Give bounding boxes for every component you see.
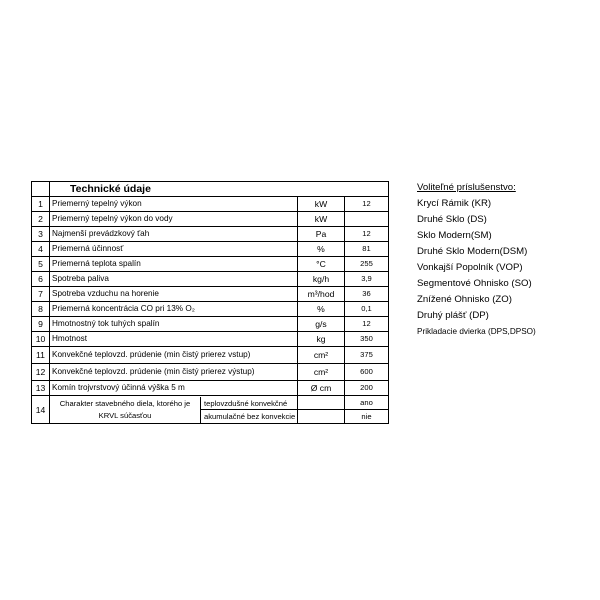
row-number: 3 xyxy=(32,227,50,242)
row-unit: kW xyxy=(298,212,345,227)
row-unit: % xyxy=(298,302,345,317)
row-number: 1 xyxy=(32,197,50,212)
table-row xyxy=(32,242,389,257)
row-value: nie xyxy=(345,410,389,424)
row-number: 4 xyxy=(32,242,50,257)
row-label: Priemerná účinnosť xyxy=(50,242,298,257)
row-value: 200 xyxy=(345,381,389,396)
row-value: 0,1 xyxy=(345,302,389,317)
row-value: 3,9 xyxy=(345,272,389,287)
row-unit: °C xyxy=(298,257,345,272)
table-row xyxy=(32,347,389,364)
table-row xyxy=(32,287,389,302)
table-row xyxy=(32,332,389,347)
row-value: 12 xyxy=(345,317,389,332)
row-unit xyxy=(298,410,345,424)
row-unit: Ø cm xyxy=(298,381,345,396)
row-unit xyxy=(298,396,345,410)
row-label: Komín trojvrstvový účinná výška 5 m xyxy=(50,381,298,396)
row-unit: kg/h xyxy=(298,272,345,287)
row-number: 12 xyxy=(32,364,50,381)
accessory-item: Druhé Sklo Modern(DSM) xyxy=(417,246,528,257)
accessory-item: Krycí Rámik (KR) xyxy=(417,198,492,209)
accessories-heading: Voliteľné príslušenstvo: xyxy=(417,182,516,193)
row-value: 36 xyxy=(345,287,389,302)
table-row xyxy=(32,197,389,212)
table-row xyxy=(32,272,389,287)
row-unit: cm² xyxy=(298,347,345,364)
accessory-item: Druhé Sklo (DS) xyxy=(417,214,487,225)
table-row xyxy=(32,302,389,317)
row-value: 81 xyxy=(345,242,389,257)
row-label: Konvekčné teplovzd. prúdenie (min čistý prierez výstup) xyxy=(50,364,298,381)
row-label: Spotreba vzduchu na horenie xyxy=(50,287,298,302)
table-corner-cell xyxy=(32,182,50,197)
row-unit: kg xyxy=(298,332,345,347)
row-value: 375 xyxy=(345,347,389,364)
row-label: Hmotnost xyxy=(50,332,298,347)
row-value: 12 xyxy=(345,197,389,212)
row-value: ano xyxy=(345,396,389,410)
row-number: 5 xyxy=(32,257,50,272)
accessory-item: Prikladacie dvierka (DPS,DPSO) xyxy=(417,327,536,336)
row-value: 12 xyxy=(345,227,389,242)
row-number: 8 xyxy=(32,302,50,317)
row-label: Hmotnostný tok tuhých spalín xyxy=(50,317,298,332)
table-row-14 xyxy=(32,396,389,410)
table-row xyxy=(32,381,389,396)
row-unit: cm² xyxy=(298,364,345,381)
row-number: 11 xyxy=(32,347,50,364)
row-unit: g/s xyxy=(298,317,345,332)
table-title-row xyxy=(32,182,389,197)
row-number: 9 xyxy=(32,317,50,332)
accessory-item: Sklo Modern(SM) xyxy=(417,230,492,241)
row-value: 255 xyxy=(345,257,389,272)
character-label: Charakter stavebného diela, ktorého je KRVL súčasťou xyxy=(50,397,201,423)
row-label: Priemerná teplota spalín xyxy=(50,257,298,272)
table-row xyxy=(32,227,389,242)
accessory-item: Segmentové Ohnisko (SO) xyxy=(417,278,532,289)
table-row xyxy=(32,212,389,227)
row-unit: m³/hod xyxy=(298,287,345,302)
row-label: Priemerný tepelný výkon xyxy=(50,197,298,212)
accessory-item: Znížené Ohnisko (ZO) xyxy=(417,294,512,305)
row-value: 600 xyxy=(345,364,389,381)
row-unit: % xyxy=(298,242,345,257)
row-label: Spotreba paliva xyxy=(50,272,298,287)
row-value xyxy=(345,212,389,227)
row-unit: kW xyxy=(298,197,345,212)
accessory-item: Vonkajší Popolník (VOP) xyxy=(417,262,523,273)
optional-accessories xyxy=(417,180,597,340)
row-number: 7 xyxy=(32,287,50,302)
technical-data-table xyxy=(31,181,389,424)
row-value: 350 xyxy=(345,332,389,347)
row-label: Priemerný tepelný výkon do vody xyxy=(50,212,298,227)
row-number: 13 xyxy=(32,381,50,396)
table-title: Technické údaje xyxy=(50,182,389,197)
row-number: 2 xyxy=(32,212,50,227)
accessory-item: Druhý plášť (DP) xyxy=(417,310,489,321)
table-row xyxy=(32,364,389,381)
row-number: 10 xyxy=(32,332,50,347)
table-row xyxy=(32,317,389,332)
row-number: 14 xyxy=(32,396,50,424)
option-label: akumulačné bez konvekcie xyxy=(204,411,296,421)
row-unit: Pa xyxy=(298,227,345,242)
table-row xyxy=(32,257,389,272)
row-label: Priemerná koncentrácia CO pri 13% O₂ xyxy=(50,302,298,317)
row-label: Najmenší prevádzkový ťah xyxy=(50,227,298,242)
row-14-label-cell xyxy=(50,396,298,424)
row-number: 6 xyxy=(32,272,50,287)
option-label: teplovzdušné konvekčné xyxy=(201,397,297,410)
row-label: Konvekčné teplovzd. prúdenie (min čistý prierez vstup) xyxy=(50,347,298,364)
